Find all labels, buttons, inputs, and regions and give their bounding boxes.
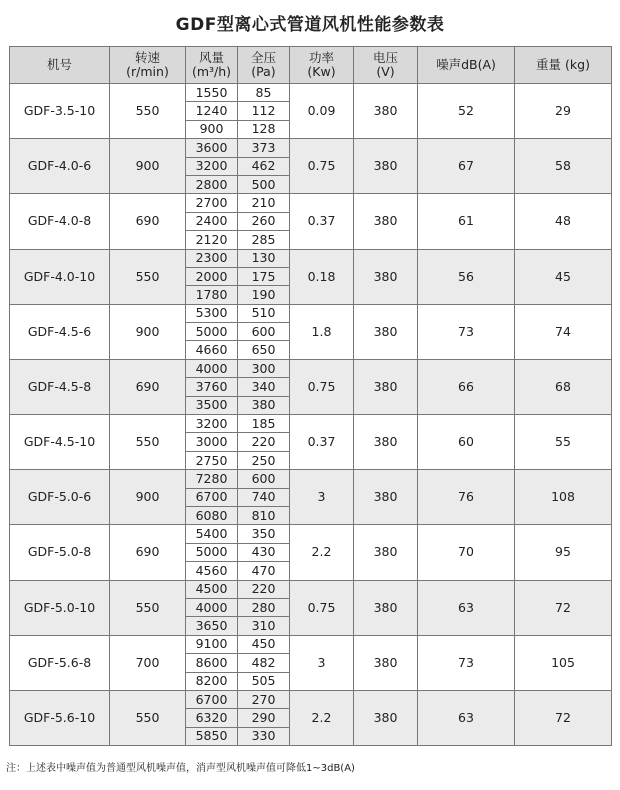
cell-airflow: 2000 (186, 267, 238, 285)
cell-speed: 900 (110, 139, 186, 194)
table-row (10, 84, 612, 102)
table-row (10, 470, 612, 488)
header-voltage-label: 电压 (372, 50, 398, 65)
cell-weight: 58 (515, 139, 612, 194)
cell-airflow: 1550 (186, 84, 238, 102)
cell-model: GDF-4.5-10 (10, 415, 110, 470)
header-model-label: 机号 (46, 57, 72, 72)
cell-voltage: 380 (354, 359, 418, 414)
cell-pressure: 470 (238, 562, 290, 580)
cell-model: GDF-4.5-6 (10, 304, 110, 359)
cell-airflow: 3600 (186, 139, 238, 157)
cell-airflow: 2800 (186, 175, 238, 193)
cell-weight: 105 (515, 635, 612, 690)
cell-airflow: 7280 (186, 470, 238, 488)
cell-model: GDF-5.0-8 (10, 525, 110, 580)
header-power (290, 47, 354, 84)
header-model (10, 47, 110, 84)
cell-pressure: 600 (238, 470, 290, 488)
cell-pressure: 482 (238, 654, 290, 672)
header-speed (110, 47, 186, 84)
cell-model: GDF-4.0-10 (10, 249, 110, 304)
cell-weight: 45 (515, 249, 612, 304)
cell-power: 0.09 (290, 84, 354, 139)
header-speed-label: 转速 (134, 50, 160, 65)
cell-power: 3 (290, 470, 354, 525)
cell-power: 0.75 (290, 359, 354, 414)
cell-pressure: 740 (238, 488, 290, 506)
header-noise-label: 噪声dB(A) (436, 57, 496, 72)
cell-pressure: 250 (238, 451, 290, 469)
cell-voltage: 380 (354, 525, 418, 580)
cell-airflow: 4560 (186, 562, 238, 580)
cell-pressure: 210 (238, 194, 290, 212)
cell-airflow: 2300 (186, 249, 238, 267)
cell-weight: 74 (515, 304, 612, 359)
cell-airflow: 6080 (186, 506, 238, 524)
cell-model: GDF-3.5-10 (10, 84, 110, 139)
cell-airflow: 4000 (186, 359, 238, 377)
cell-speed: 550 (110, 84, 186, 139)
cell-power: 2.2 (290, 525, 354, 580)
cell-model: GDF-5.0-6 (10, 470, 110, 525)
cell-noise: 67 (418, 139, 515, 194)
cell-weight: 108 (515, 470, 612, 525)
cell-airflow: 8600 (186, 654, 238, 672)
cell-pressure: 285 (238, 231, 290, 249)
cell-power: 0.37 (290, 194, 354, 249)
header-row (10, 47, 612, 84)
cell-model: GDF-4.5-8 (10, 359, 110, 414)
cell-noise: 61 (418, 194, 515, 249)
cell-airflow: 9100 (186, 635, 238, 653)
footnote: 注：上述表中噪声值为普通型风机噪声值，消声型风机噪声值可降低1~3dB(A) (6, 763, 355, 774)
cell-weight: 29 (515, 84, 612, 139)
cell-power: 2.2 (290, 690, 354, 745)
cell-weight: 72 (515, 580, 612, 635)
cell-airflow: 3650 (186, 617, 238, 635)
table-row (10, 525, 612, 543)
cell-speed: 550 (110, 690, 186, 745)
cell-voltage: 380 (354, 194, 418, 249)
cell-pressure: 260 (238, 212, 290, 230)
header-voltage (354, 47, 418, 84)
cell-weight: 95 (515, 525, 612, 580)
cell-pressure: 85 (238, 84, 290, 102)
table-row (10, 415, 612, 433)
cell-airflow: 5300 (186, 304, 238, 322)
cell-pressure: 290 (238, 709, 290, 727)
cell-noise: 63 (418, 580, 515, 635)
header-speed-unit: (r/min) (126, 64, 169, 79)
cell-model: GDF-5.6-10 (10, 690, 110, 745)
cell-model: GDF-5.6-8 (10, 635, 110, 690)
cell-pressure: 500 (238, 175, 290, 193)
cell-pressure: 373 (238, 139, 290, 157)
fan-spec-table (9, 46, 612, 746)
cell-noise: 73 (418, 635, 515, 690)
cell-airflow: 2400 (186, 212, 238, 230)
cell-voltage: 380 (354, 304, 418, 359)
cell-speed: 690 (110, 525, 186, 580)
cell-airflow: 5000 (186, 543, 238, 561)
cell-power: 0.75 (290, 580, 354, 635)
table-row (10, 580, 612, 598)
cell-pressure: 330 (238, 727, 290, 745)
cell-speed: 550 (110, 580, 186, 635)
cell-pressure: 220 (238, 580, 290, 598)
cell-pressure: 650 (238, 341, 290, 359)
cell-pressure: 505 (238, 672, 290, 690)
cell-pressure: 380 (238, 396, 290, 414)
cell-pressure: 220 (238, 433, 290, 451)
table-row (10, 249, 612, 267)
table-row (10, 635, 612, 653)
header-voltage-unit: (V) (376, 64, 395, 79)
cell-power: 1.8 (290, 304, 354, 359)
cell-airflow: 3000 (186, 433, 238, 451)
cell-pressure: 185 (238, 415, 290, 433)
cell-airflow: 6700 (186, 690, 238, 708)
cell-airflow: 2120 (186, 231, 238, 249)
cell-voltage: 380 (354, 415, 418, 470)
cell-airflow: 1780 (186, 286, 238, 304)
cell-airflow: 3200 (186, 415, 238, 433)
cell-speed: 550 (110, 249, 186, 304)
cell-speed: 690 (110, 194, 186, 249)
cell-airflow: 8200 (186, 672, 238, 690)
header-weight (515, 47, 612, 84)
cell-pressure: 600 (238, 323, 290, 341)
cell-pressure: 190 (238, 286, 290, 304)
table-row (10, 194, 612, 212)
cell-airflow: 1240 (186, 102, 238, 120)
header-pressure-unit: (Pa) (251, 64, 276, 79)
cell-airflow: 3500 (186, 396, 238, 414)
header-weight-label: 重量 (kg) (536, 57, 590, 72)
header-pressure (238, 47, 290, 84)
cell-pressure: 128 (238, 120, 290, 138)
cell-weight: 72 (515, 690, 612, 745)
cell-pressure: 810 (238, 506, 290, 524)
cell-noise: 66 (418, 359, 515, 414)
cell-power: 0.18 (290, 249, 354, 304)
cell-airflow: 5400 (186, 525, 238, 543)
header-airflow-label: 风量 (198, 50, 224, 65)
cell-model: GDF-4.0-8 (10, 194, 110, 249)
cell-voltage: 380 (354, 580, 418, 635)
cell-airflow: 3760 (186, 378, 238, 396)
table-row (10, 139, 612, 157)
header-airflow (186, 47, 238, 84)
cell-noise: 76 (418, 470, 515, 525)
cell-noise: 63 (418, 690, 515, 745)
cell-power: 0.75 (290, 139, 354, 194)
cell-noise: 70 (418, 525, 515, 580)
header-pressure-label: 全压 (250, 50, 276, 65)
cell-airflow: 900 (186, 120, 238, 138)
cell-voltage: 380 (354, 470, 418, 525)
cell-airflow: 5000 (186, 323, 238, 341)
cell-airflow: 6320 (186, 709, 238, 727)
cell-noise: 52 (418, 84, 515, 139)
cell-weight: 68 (515, 359, 612, 414)
cell-pressure: 270 (238, 690, 290, 708)
cell-pressure: 310 (238, 617, 290, 635)
header-power-label: 功率 (308, 50, 334, 65)
cell-pressure: 340 (238, 378, 290, 396)
cell-pressure: 130 (238, 249, 290, 267)
cell-airflow: 2750 (186, 451, 238, 469)
cell-weight: 55 (515, 415, 612, 470)
table-body (10, 84, 612, 746)
cell-voltage: 380 (354, 690, 418, 745)
cell-airflow: 4000 (186, 598, 238, 616)
cell-pressure: 450 (238, 635, 290, 653)
cell-noise: 73 (418, 304, 515, 359)
page-title: GDF型离心式管道风机性能参数表 (175, 15, 445, 35)
cell-noise: 60 (418, 415, 515, 470)
cell-airflow: 4660 (186, 341, 238, 359)
cell-pressure: 510 (238, 304, 290, 322)
cell-speed: 550 (110, 415, 186, 470)
cell-weight: 48 (515, 194, 612, 249)
cell-pressure: 462 (238, 157, 290, 175)
cell-voltage: 380 (354, 635, 418, 690)
cell-pressure: 175 (238, 267, 290, 285)
table-row (10, 690, 612, 708)
cell-speed: 900 (110, 470, 186, 525)
cell-voltage: 380 (354, 139, 418, 194)
cell-pressure: 280 (238, 598, 290, 616)
cell-airflow: 3200 (186, 157, 238, 175)
cell-power: 3 (290, 635, 354, 690)
cell-power: 0.37 (290, 415, 354, 470)
cell-airflow: 4500 (186, 580, 238, 598)
table-row (10, 359, 612, 377)
table-row (10, 304, 612, 322)
header-airflow-unit: (m³/h) (191, 64, 232, 79)
cell-model: GDF-5.0-10 (10, 580, 110, 635)
cell-pressure: 112 (238, 102, 290, 120)
cell-pressure: 350 (238, 525, 290, 543)
cell-model: GDF-4.0-6 (10, 139, 110, 194)
cell-voltage: 380 (354, 84, 418, 139)
cell-voltage: 380 (354, 249, 418, 304)
cell-pressure: 300 (238, 359, 290, 377)
cell-airflow: 5850 (186, 727, 238, 745)
cell-speed: 900 (110, 304, 186, 359)
cell-airflow: 6700 (186, 488, 238, 506)
cell-speed: 700 (110, 635, 186, 690)
cell-speed: 690 (110, 359, 186, 414)
cell-noise: 56 (418, 249, 515, 304)
header-noise (418, 47, 515, 84)
cell-airflow: 2700 (186, 194, 238, 212)
cell-pressure: 430 (238, 543, 290, 561)
header-power-unit: (Kw) (307, 64, 336, 79)
